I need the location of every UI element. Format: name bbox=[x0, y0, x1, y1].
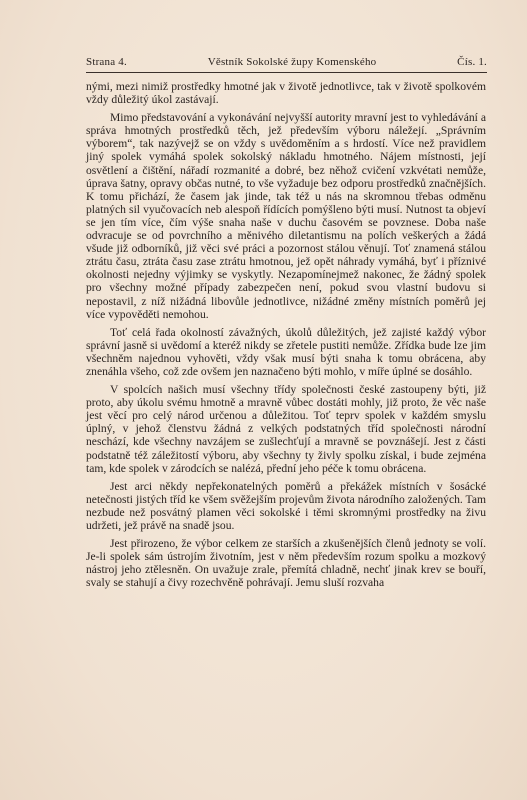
paragraph: V spolcích našich musí všechny třídy společnosti české zastoupeny býti, již proto, aby úkolu svému hmotně a mravně vůbec dostáti mohly, již proto, že věc naše jest věcí pro celý národ určenou a důležitou. Toť teprv spolek v každém smyslu úplný, v jehož členstvu žádná z velkých podstatných tříd společnosti národní neschází, kde všechny navzájem se zušlechťují a mravně se povznášejí. Jest z části podstatně též záležitostí výboru, aby všechny ty živly spolku získal, i bude zejména tam, kde spolek v zárodcích se nalézá, přední jeho péče k tomu obrácena. bbox=[86, 383, 486, 475]
header-rule bbox=[86, 72, 487, 73]
page-number: Strana 4. bbox=[86, 56, 127, 68]
page-header bbox=[86, 56, 487, 68]
paragraph: Toť celá řada okolností závažných, úkolů důležitých, jež zajisté každý výbor správní jasně si uvědomí a kteréž nikdy se zřetele pustiti nemůže. Zřídka bude lze jim všechněm najednou vyhověti, vždy však musí býti snaha k tomu obrácena, aby znenáhla všeho, což zde ovšem jen naznačeno býti mohlo, v míře úplné se dosáhlo. bbox=[86, 325, 486, 378]
paragraph: Jest arci někdy nepřekonatelných poměrů a překážek místních v šosácké netečnosti jistých tříd ke všem svěžejším projevům života národního založených. Tam nezbude než posvátný plamen věci sokolské i těmi skromnými prostředky na živu udržeti, jež právě na snadě jsou. bbox=[86, 479, 486, 532]
paragraph: Jest přirozeno, že výbor celkem ze starších a zkušenějších členů jednoty se volí. Je-li spolek sám ústrojím životním, jest v něm především rozum spolku a mozkový nástroj jeho ztělesněn. On uvažuje zrale, přemítá chladně, nechť jinak krev se bouří, svaly se stahují a čivy rozechvěně pohrávají. Jemu sluší rozvaha bbox=[86, 537, 486, 590]
paragraph: nými, mezi nimiž prostředky hmotné jak v životě jednotlivce, tak v životě spolkovém vždy důležitý úkol zastávají. bbox=[86, 80, 486, 107]
article-body bbox=[86, 80, 486, 594]
paragraph: Mimo představování a vykonávání nejvyšší autority mravní jest to vyhledávání a správa hmotných prostředků těch, jež především výboru náležejí. „Správním výborem“, tak nazývejž se on vždy s uvědoměním a s hrdostí. Více než pravidlem jiný spolek vymáhá spolek sokolský nákladu hmotného. Nájem místnosti, její osvětlení a čištění, nářadí rozmanité a dobré, bez něhož cvičení vzkvétati nemůže, úprava šatny, opravy občas nutné, to vše vyžaduje bez odporu prostředků značnějších. K tomu přichází, že časem jak jinde, tak též u nás na skromnou třebas odměnu platných sil vyučovacích neb alespoň řídících pomýšleno býti musí. Nutnost ta objeví se jen tím více, čím výše snaha naše v duchu časovém se povznese. Doba naše odvracuje se od povrchního a měnivého diletantismu na polích veškerých a žádá všude již odborníků, již věci své práci a pozornost stálou věnují. Toť znamená stálou ztrátu času, ztráta času zase ztrátu hmotnou, jež opět náhrady vymáhá, byť i příznivé okolnosti nejedny výjimky se vyskytly. Nezapomínejmež nakonec, že žádný spolek pro všechny možné případy zabezpečen není, pokud svou vlastní budovu si nepostavil, z níž nižádná libovůle jednotlivce, nižádné změny místních poměrů jej více vypověděti nemohou. bbox=[86, 111, 486, 321]
journal-title: Věstník Sokolské župy Komenského bbox=[207, 56, 377, 68]
issue-number: Čís. 1. bbox=[457, 56, 487, 68]
